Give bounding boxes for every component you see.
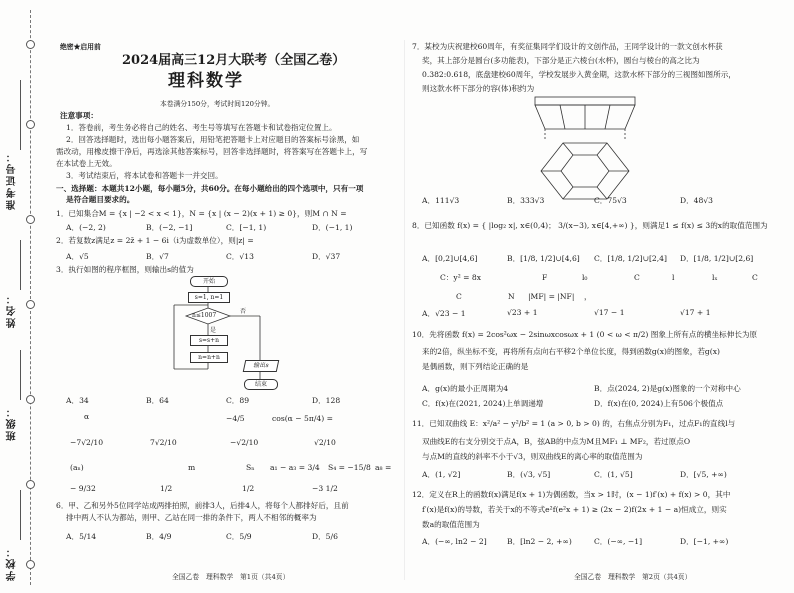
q8-option-d[interactable]: D．[1/8, 1/2]∪[2,6]: [680, 254, 754, 263]
q6-option-b[interactable]: B．4/9: [146, 532, 172, 541]
q2-option-c[interactable]: C．√13: [226, 252, 254, 261]
q8-stem: 8．已知函数 f(x) = { |log₂ x|, x∈(0,4)； 3/(x−3), x∈[4,+∞) }，则满足1 ≤ f(x) ≤ 3的x的取值范围为: [412, 221, 768, 230]
q8-option-a[interactable]: A．[0,2]∪[4,6]: [422, 254, 478, 263]
q10-stem: 10．先将函数 f(x) = 2cos²ωx − 2sinωxcosωx + 1 (0 < ω < π/2) 图象上所有点的横坐标伸长为原: [412, 330, 758, 339]
q11-option-d[interactable]: D．[√5, +∞): [680, 470, 727, 479]
q10-option-b[interactable]: B．点(2024, 2)是g(x)图象的一个对称中心: [594, 384, 741, 393]
q9-n: N: [508, 292, 515, 301]
binding-ring: [26, 120, 35, 129]
q9-parabola: C：y² = 8x: [440, 273, 482, 282]
flow-output: 输出s: [243, 360, 280, 372]
column-divider: [404, 40, 405, 580]
q4-option-a[interactable]: −7√2/10: [70, 438, 104, 447]
binding-ring: [26, 560, 35, 569]
q5-sn: Sₙ: [246, 463, 255, 472]
q7-option-d[interactable]: D．48√3: [680, 196, 714, 205]
q7-stem-3: 0.382:0.618，底盘建校60周年，学校发展步入黄金期，这款水杯下部分的三视图如图所示，: [422, 70, 736, 79]
q9-c2: C: [752, 273, 758, 282]
flow-yes: 是: [210, 327, 217, 334]
q9-lc: lₓ: [712, 273, 718, 282]
binding-ring: [26, 215, 35, 224]
q6-option-c[interactable]: C．5/9: [226, 532, 252, 541]
q9-l0: l₀: [582, 273, 588, 282]
q7-option-a[interactable]: A．111√3: [422, 196, 460, 205]
q3-option-b[interactable]: B．64: [146, 396, 169, 405]
q10-option-a[interactable]: A．g(x)的最小正周期为4: [422, 384, 509, 393]
q7-stem: 7．某校为庆祝建校60周年，有奖征集同学们设计的文创作品，王同学设计的一款文创水杯获: [412, 42, 723, 51]
q2-option-b[interactable]: B．√7: [146, 252, 169, 261]
footer-right: 全国乙卷 理科数学 第2页（共4页）: [574, 573, 692, 581]
q9-comma: ，: [584, 292, 592, 301]
notice-item: 1．答卷前，考生务必将自己的姓名、考生号等填写在答题卡和试卷指定位置上。: [66, 123, 337, 132]
flow-condition: n≤1007: [192, 312, 217, 319]
q11-stem-2: 双曲线E的右支分别交于点A，B，弦AB的中点为M且MF₁ ⊥ MF₂，若过原点O: [422, 437, 691, 446]
q4-option-d[interactable]: √2/10: [314, 438, 336, 447]
q8-option-c[interactable]: C．[1/8, 1/2]∪[2,4]: [594, 254, 667, 263]
secret-mark: 绝密★启用前: [60, 43, 101, 51]
school-label: 学校：: [7, 545, 18, 581]
exam-title: 2024届高三12月大联考（全国乙卷）: [122, 53, 346, 68]
q1-option-a[interactable]: A．(−2, 2): [66, 223, 106, 232]
name-blank[interactable]: [20, 240, 21, 290]
footer-left: 全国乙卷 理科数学 第1页（共4页）: [172, 573, 290, 581]
q10-option-c[interactable]: C．f(x)在(2021, 2024)上单调递增: [422, 399, 544, 408]
school-blank[interactable]: [20, 490, 21, 540]
q4-cos-expr: cos(α − 5π/4) =: [272, 414, 333, 423]
q6-stem: 6．甲、乙和另外5位同学站成两排拍照，前排3人，后排4人，将每个人都排好后，且前: [56, 501, 349, 510]
binding-ring: [26, 480, 35, 489]
q9-mf: |MF| = |NF|: [528, 292, 575, 301]
q11-stem-3: 与点M的直线的斜率不小于√3，则双曲线E的离心率的取值范围为: [422, 452, 643, 461]
q6-option-a[interactable]: A．5/14: [66, 532, 97, 541]
notice-heading: 注意事项：: [60, 111, 98, 120]
q12-stem-3: 数a的取值范围为: [422, 520, 480, 529]
q1-option-d[interactable]: D．(−1, 1): [312, 223, 353, 232]
q12-stem: 12．定义在R上的函数f(x)满足f(x + 1)为偶函数，当x > 1时，(x − 1)f′(x) + f(x) > 0，其中: [412, 490, 731, 499]
q4-option-b[interactable]: 7√2/10: [150, 438, 177, 447]
q7-stem-2: 奖，其上部分是圆台(多功能表)，下部分是正六棱台(水杯)，圆台与棱台的高之比为: [422, 56, 700, 65]
q3-option-c[interactable]: C．89: [226, 396, 250, 405]
q5-option-a[interactable]: − 9/32: [70, 484, 96, 493]
q2-option-a[interactable]: A．√5: [66, 252, 89, 261]
q5-s4: S₄ = −15/8: [328, 463, 371, 472]
q5-m: m: [188, 463, 196, 472]
class-blank[interactable]: [20, 350, 21, 400]
subject-title: 理科数学: [168, 71, 244, 91]
cup-figure-svg: [525, 93, 645, 208]
notice-item: 需改动，用橡皮擦干净后，再选涂其他答案标号，回答非选择题时，将答案写在答题卡上，写: [56, 147, 368, 156]
name-label: 姓名：: [7, 292, 18, 328]
q7-option-c[interactable]: C．75√3: [594, 196, 627, 205]
q8-option-b[interactable]: B．[1/8, 1/2]∪[4,6]: [507, 254, 580, 263]
q9-c: C: [634, 273, 640, 282]
q5-a8: a₈ =: [375, 463, 392, 472]
q4-option-c[interactable]: −√2/10: [230, 438, 259, 447]
q9-focus: F: [542, 273, 548, 282]
q1-option-b[interactable]: B．(−2, −1]: [146, 223, 193, 232]
q5-option-b[interactable]: 1/2: [160, 484, 173, 493]
q12-option-a[interactable]: A．(−∞, ln2 − 2]: [422, 537, 487, 546]
q9-option-b[interactable]: √23 + 1: [507, 308, 538, 317]
q4-alpha: α: [84, 412, 90, 421]
q3-option-d[interactable]: D．128: [312, 396, 341, 405]
flow-no: 否: [240, 308, 247, 315]
q12-option-c[interactable]: C．(−∞, −1]: [594, 537, 643, 546]
flow-start: 开始: [190, 276, 228, 287]
q10-stem-2: 来的2倍，纵坐标不变，再将所有点向右平移2个单位长度，得到函数g(x)的图象，若g(x): [422, 347, 720, 356]
exam-number-blank[interactable]: [20, 80, 21, 150]
binding-ring: [26, 300, 35, 309]
q9-option-c[interactable]: √17 − 1: [594, 308, 625, 317]
binding-line: [30, 10, 31, 585]
q11-option-c[interactable]: C．(1, √5]: [594, 470, 633, 479]
binding-ring: [26, 395, 35, 404]
q11-stem: 11．已知双曲线 E：x²/a² − y²/b² = 1 (a > 0, b > 0) 的，右焦点分别为F₁，过点F₁的直线l与: [412, 419, 736, 428]
notice-item: 2．回答选择题时，选出每小题答案后，用铅笔把答题卡上对应题目的答案标号涂黑，如: [66, 135, 360, 144]
q12-option-d[interactable]: D．[−1, +∞): [680, 537, 729, 546]
class-label: 班级：: [7, 405, 18, 441]
q12-option-b[interactable]: B．[ln2 − 2, +∞): [507, 537, 572, 546]
q1-option-c[interactable]: C．[−1, 1): [226, 223, 267, 232]
exam-meta: 本卷满分150分，考试时间120分钟。: [160, 100, 275, 108]
binding-strip: [0, 0, 44, 593]
q11-option-a[interactable]: A．(1, √2]: [422, 470, 461, 479]
q5-cond: a₁ − a₃ = 3/4: [270, 463, 320, 472]
q5-option-d[interactable]: −3 1/2: [312, 484, 338, 493]
section-heading-cont: 是符合题目要求的。: [66, 195, 135, 204]
q7-option-b[interactable]: B．333√3: [507, 196, 545, 205]
q2-option-d[interactable]: D．√37: [312, 252, 341, 261]
q1-stem: 1．已知集合M = {x | −2 < x < 1}，N = {x | (x − 2)(x + 1) ≥ 0}，则M ∩ N =: [56, 209, 347, 218]
q5-option-c[interactable]: 1/2: [242, 484, 255, 493]
q11-option-b[interactable]: B．(√3, √5]: [507, 470, 551, 479]
notice-item: 3．考试结束后，将本试卷和答题卡一并交回。: [66, 171, 223, 180]
q12-stem-2: f′(x)是f(x)的导数，若关于x的不等式e²f(e²x + 1) ≥ (2x − 2)f(2x + 1 − a)恒成立，则实: [422, 505, 727, 514]
exam-number-label: 准考证号：: [7, 150, 18, 210]
q4-frac: −4/5: [226, 414, 245, 423]
flow-init: s=1, n=1: [188, 292, 230, 303]
q10-stem-3: 是偶函数，则下列结论正确的是: [422, 362, 529, 371]
binding-ring: [26, 40, 35, 49]
q5-an: (aₙ): [70, 463, 84, 472]
q6-stem-cont: 排中两人不认为都站，则甲、乙站在同一排的条件下，两人不相邻的概率为: [66, 513, 317, 522]
flow-step1: s=s+n: [190, 335, 228, 346]
flow-end: 结束: [244, 379, 278, 390]
flow-step2: n=n+n: [190, 352, 228, 363]
q10-option-d[interactable]: D．f(x)在(0, 2024)上有506个极值点: [594, 399, 724, 408]
q3-option-a[interactable]: A．34: [66, 396, 89, 405]
q2-stem: 2．若复数z满足z = 2z̄ + 1 − 6i（i为虚数单位），则|z| =: [56, 236, 254, 245]
cup-three-view-figure: [525, 93, 645, 208]
q9-option-a[interactable]: A．√23 − 1: [422, 309, 466, 318]
q3-stem: 3．执行如图的程序框图，则输出s的值为: [56, 265, 194, 274]
section-heading: 一、选择题：本题共12小题，每小题5分，共60分。在每小题给出的四个选项中，只有一项: [56, 184, 364, 193]
notice-item: 在本试卷上无效。: [56, 159, 117, 168]
q9-c3: C: [456, 292, 462, 301]
program-flowchart: [160, 275, 290, 395]
q9-option-d[interactable]: √17 + 1: [680, 308, 711, 317]
q9-l: l: [672, 273, 675, 282]
q7-stem-4: 则这款水杯下部分的容(体)积约为: [422, 84, 535, 93]
q6-option-d[interactable]: D．5/6: [312, 532, 338, 541]
